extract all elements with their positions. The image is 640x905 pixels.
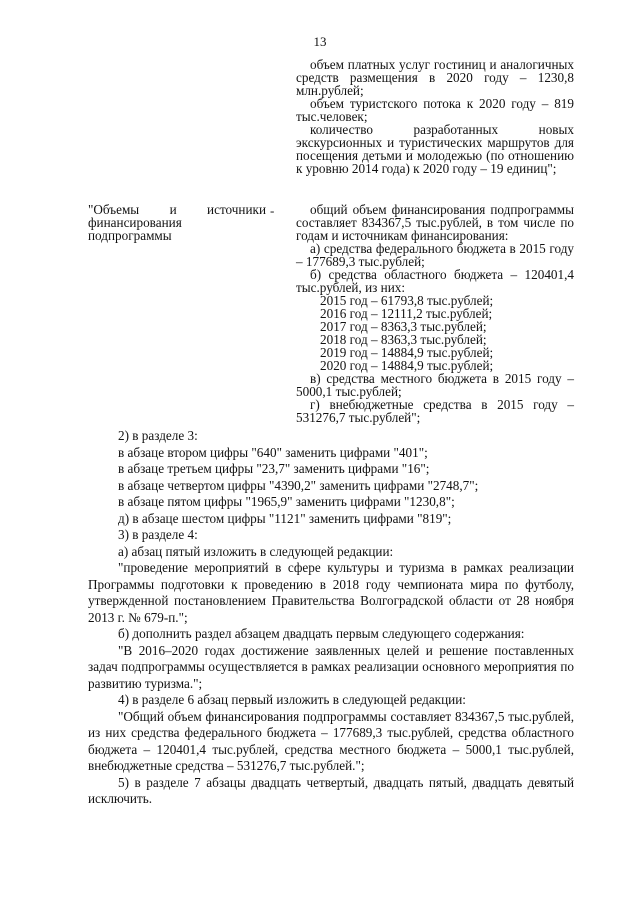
body-paragraph: 3) в разделе 4: xyxy=(118,527,198,542)
funding-separator: - xyxy=(270,203,275,218)
body-paragraph: б) дополнить раздел абзацем двадцать первым следующего содержания: xyxy=(118,626,525,641)
funding-line: в) средства местного бюджета в 2015 году – 5000,1 тыс.рублей; xyxy=(296,371,574,399)
body-paragraph: 2) в разделе 3: xyxy=(118,428,198,443)
funding-line: а) средства федерального бюджета в 2015 году – 177689,3 тыс.рублей; xyxy=(296,241,574,269)
indicator-line: объем платных услуг гостиниц и аналогичных средств размещения в 2020 году – 1230,8 млн.рублей; xyxy=(296,57,574,98)
body-paragraph: а) абзац пятый изложить в следующей редакции: xyxy=(118,543,394,559)
funding-year-line: 2015 год – 61793,8 тыс.рублей; xyxy=(320,293,494,308)
funding-year-line: 2018 год – 8363,3 тыс.рублей; xyxy=(320,332,487,347)
body-paragraph: 4) в разделе 6 абзац первый изложить в следующей редакции: xyxy=(118,692,466,707)
body-paragraph: в абзаце пятом цифры "1965,9" заменить цифрами "1230,8"; xyxy=(118,494,455,509)
body-paragraph: "проведение мероприятий в сфере культуры и туризма в рамках реализации Программы подготовки к проведению в 2018 году чемпионата мира по футболу, утвержденной постановлением Правительства Волгоградской области от 28 ноября 2013 г. № 679-п."; xyxy=(88,560,574,625)
indicator-line: объем туристского потока к 2020 году – 819 тыс.человек; xyxy=(296,96,574,124)
page-number: 13 xyxy=(313,34,327,49)
body-paragraph: в абзаце втором цифры "640" заменить цифрами "401"; xyxy=(118,444,428,460)
amendments-body xyxy=(88,428,574,808)
funding-label: "Объемы и источники финансирования подпрограммы xyxy=(88,202,266,243)
funding-year-line: 2020 год – 14884,9 тыс.рублей; xyxy=(320,358,494,373)
indicators-block xyxy=(296,58,574,175)
funding-line: б) средства областного бюджета – 120401,4 тыс.рублей, из них: xyxy=(296,267,574,295)
body-paragraph: в абзаце третьем цифры "23,7" заменить цифрами "16"; xyxy=(118,461,430,476)
indicator-line: количество разработанных новых экскурсионных и туристических маршрутов для посещения детьми и молодежью (по отношению к уровню 2014 года) к 2020 году – 19 единиц"; xyxy=(296,122,574,176)
funding-year-line: 2016 год – 12111,2 тыс.рублей; xyxy=(320,306,493,321)
funding-year-line: 2017 год – 8363,3 тыс.рублей; xyxy=(320,319,487,334)
funding-line: общий объем финансирования подпрограммы составляет 834367,5 тыс.рублей, в том числе по годам и источникам финансирования: xyxy=(296,202,574,243)
body-paragraph: 5) в разделе 7 абзацы двадцать четвертый, двадцать пятый, двадцать девятый исключить. xyxy=(88,774,574,806)
body-paragraph: "Общий объем финансирования подпрограммы составляет 834367,5 тыс.рублей, из них средства федерального бюджета – 177689,3 тыс.рублей, средства областного бюджета – 120401,4 тыс.рублей, средства местного бюджета – 5000,1 тыс.рублей, внебюджетные средства – 531276,7 тыс.рублей."; xyxy=(88,708,574,773)
body-paragraph: в абзаце четвертом цифры "4390,2" заменить цифрами "2748,7"; xyxy=(118,477,479,493)
funding-year-line: 2019 год – 14884,9 тыс.рублей; xyxy=(320,345,494,360)
funding-details xyxy=(296,203,574,424)
body-paragraph: "В 2016–2020 годах достижение заявленных целей и решение поставленных задач подпрограммы осуществляется в рамках реализации основного мероприятия по развитию туризма."; xyxy=(88,642,574,691)
body-paragraph: д) в абзаце шестом цифры "1121" заменить цифрами "819"; xyxy=(118,510,452,526)
funding-line: г) внебюджетные средства в 2015 году – 531276,7 тыс.рублей"; xyxy=(296,397,574,425)
